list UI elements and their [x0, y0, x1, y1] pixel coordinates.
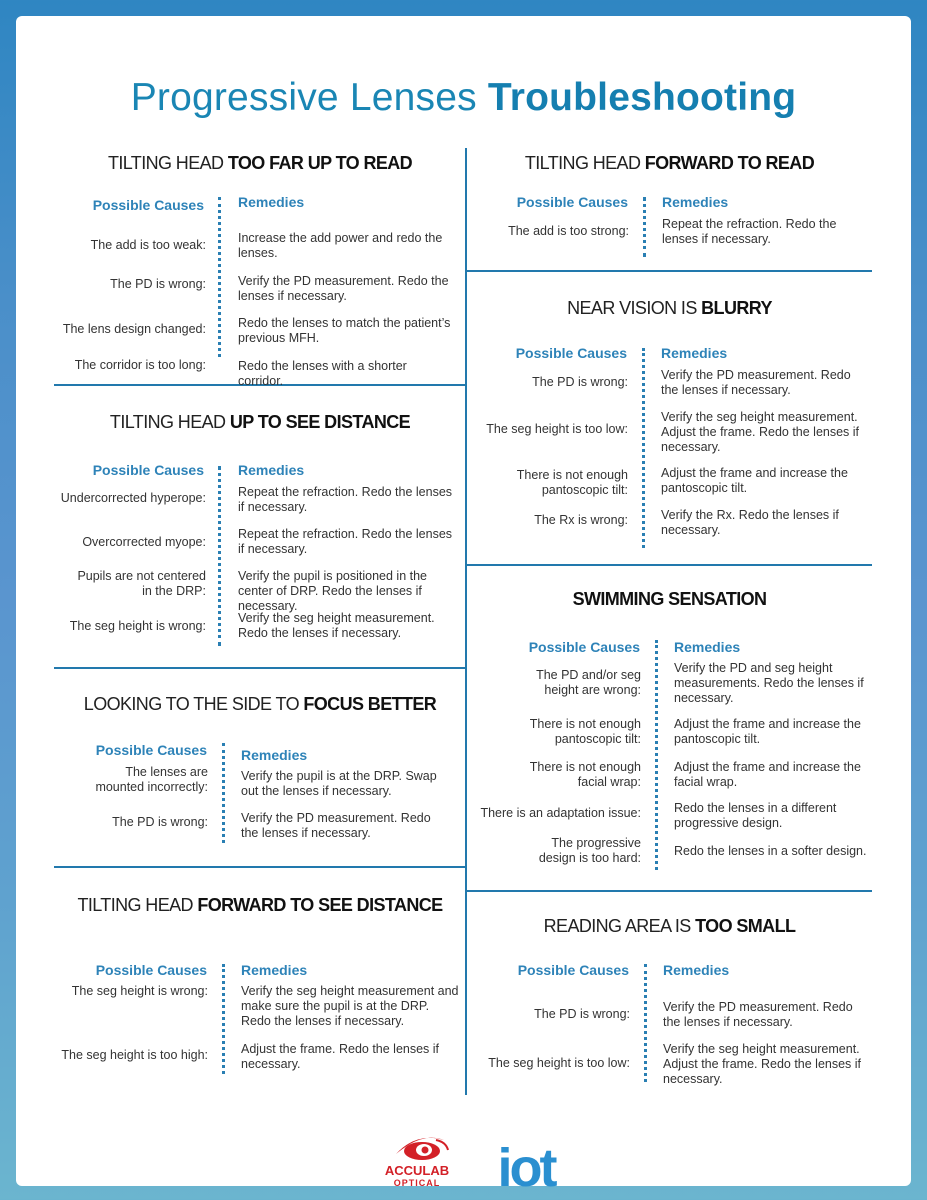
remedy: Verify the seg height measurement and make sure the pupil is at the DRP. Redo the lenses if necessary.	[241, 984, 459, 1028]
cause: The seg height is wrong:	[69, 619, 206, 633]
remedy: Verify the PD measurement. Redo the lenses if necessary.	[663, 1000, 853, 1029]
section-title-light: NEAR VISION IS	[567, 298, 702, 318]
causes-header: Possible Causes	[95, 742, 207, 758]
section-title-light: LOOKING TO THE SIDE TO	[83, 694, 304, 714]
remedies-header: Remedies	[661, 345, 728, 361]
remedies-header: Remedies	[241, 747, 308, 763]
remedy: Verify the PD measurement. Redo the lenses if necessary.	[661, 368, 851, 397]
logo-graphics	[376, 1126, 576, 1196]
section-title	[54, 895, 466, 916]
section-look-to-side	[54, 669, 466, 866]
title-bold: Troubleshooting	[487, 76, 797, 119]
section-title-bold: FOCUS BETTER	[303, 694, 437, 714]
section-title-light: TILTING HEAD	[77, 895, 198, 915]
causes-header: Possible Causes	[95, 962, 207, 978]
causes-header: Possible Causes	[92, 197, 204, 213]
cause: The PD is wrong:	[112, 815, 208, 829]
dotted-divider	[644, 964, 647, 1082]
cause: The lenses are mounted incorrectly:	[95, 765, 208, 794]
section-title	[467, 298, 872, 319]
section-title-bold: FORWARD TO SEE DISTANCE	[197, 895, 443, 915]
causes-header: Possible Causes	[515, 345, 627, 361]
cause: There is not enough facial wrap:	[529, 760, 641, 789]
remedy: Redo the lenses with a shorter corridor.	[238, 359, 407, 388]
cause: There is not enough pantoscopic tilt:	[529, 717, 641, 746]
cause: The lens design changed:	[62, 322, 206, 336]
section-title-light: TILTING HEAD	[109, 412, 230, 432]
section-title-bold: UP TO SEE DISTANCE	[229, 412, 411, 432]
section-title-bold: SWIMMING SENSATION	[572, 589, 767, 609]
cause: The PD and/or seg height are wrong:	[536, 668, 641, 697]
remedy: Verify the seg height measurement. Adjust the frame. Redo the lenses if necessary.	[661, 410, 860, 454]
dotted-divider	[642, 348, 645, 548]
section-title	[467, 153, 872, 174]
dotted-divider	[218, 466, 221, 646]
cause: The add is too strong:	[508, 224, 629, 238]
section-title-bold: TOO FAR UP TO READ	[227, 153, 413, 173]
causes-header: Possible Causes	[516, 194, 628, 210]
dotted-divider	[222, 743, 225, 843]
causes-header: Possible Causes	[92, 462, 204, 478]
remedy: Verify the pupil is at the DRP. Swap out the lenses if necessary.	[241, 769, 437, 798]
section-near-vision-blurry	[467, 272, 872, 564]
remedies-header: Remedies	[238, 462, 305, 478]
cause: The seg height is too high:	[61, 1048, 208, 1062]
cause: There is not enough pantoscopic tilt:	[516, 468, 628, 497]
section-title-light: READING AREA IS	[543, 916, 696, 936]
cause: The seg height is too low:	[488, 1056, 630, 1070]
remedy: Adjust the frame and increase the facial wrap.	[674, 760, 861, 789]
section-reading-area-too-small	[467, 892, 872, 1098]
cause: The progressive design is too hard:	[538, 836, 641, 865]
dotted-divider	[222, 964, 225, 1074]
remedies-header: Remedies	[238, 194, 305, 210]
remedy: Repeat the refraction. Redo the lenses if necessary.	[238, 485, 453, 514]
cause: Overcorrected myope:	[82, 535, 206, 549]
cause: The seg height is wrong:	[71, 984, 208, 998]
remedy: Verify the seg height measurement. Redo the lenses if necessary.	[238, 611, 435, 640]
section-title-bold: BLURRY	[701, 298, 772, 318]
remedy: Redo the lenses to match the patient’s previous MFH.	[238, 316, 451, 345]
remedy: Repeat the refraction. Redo the lenses if necessary.	[238, 527, 453, 556]
cause: The PD is wrong:	[532, 375, 628, 389]
section-title	[54, 694, 466, 715]
cause: Undercorrected hyperope:	[60, 491, 206, 505]
remedy: Verify the PD measurement. Redo the lenses if necessary.	[241, 811, 431, 840]
remedy: Adjust the frame. Redo the lenses if necessary.	[241, 1042, 440, 1071]
page-title	[16, 76, 911, 120]
remedy: Verify the pupil is positioned in the center of DRP. Redo the lenses if necessary.	[238, 569, 428, 613]
remedies-header: Remedies	[241, 962, 308, 978]
cause: The seg height is too low:	[486, 422, 628, 436]
dotted-divider	[643, 197, 646, 257]
remedy: Adjust the frame and increase the pantoscopic tilt.	[674, 717, 861, 746]
section-title-light: TILTING HEAD	[524, 153, 645, 173]
cause: There is an adaptation issue:	[480, 806, 641, 820]
section-title-bold: FORWARD TO READ	[644, 153, 815, 173]
section-title	[54, 412, 466, 433]
section-title	[54, 153, 466, 174]
remedy: Redo the lenses in a different progressive design.	[674, 801, 837, 830]
remedy: Repeat the refraction. Redo the lenses if necessary.	[662, 217, 837, 246]
acculab-wordmark: ACCULAB	[384, 1163, 450, 1178]
section-forward-to-read	[467, 151, 872, 270]
cause: The PD is wrong:	[534, 1007, 630, 1021]
remedy: Adjust the frame and increase the pantoscopic tilt.	[661, 466, 848, 495]
section-swimming-sensation	[467, 566, 872, 890]
dotted-divider	[218, 197, 221, 357]
cause: Pupils are not centered in the DRP:	[77, 569, 206, 598]
cause: The Rx is wrong:	[534, 513, 628, 527]
acculab-eye-logo	[396, 1138, 448, 1160]
section-title	[467, 589, 872, 610]
remedy: Verify the Rx. Redo the lenses if necessary.	[661, 508, 839, 537]
remedies-header: Remedies	[662, 194, 729, 210]
section-title-bold: TOO SMALL	[695, 916, 796, 936]
section-up-to-see-distance	[54, 386, 466, 667]
section-title-light: TILTING HEAD	[107, 153, 228, 173]
cause: The PD is wrong:	[110, 277, 206, 291]
section-too-far-up-to-read	[54, 151, 466, 388]
iot-logo: iot	[497, 1138, 555, 1196]
title-light: Progressive Lenses	[130, 76, 477, 119]
dotted-divider	[655, 640, 658, 870]
footer-logos	[376, 1126, 576, 1196]
causes-header: Possible Causes	[528, 639, 640, 655]
cause: The corridor is too long:	[74, 358, 206, 372]
remedies-header: Remedies	[663, 962, 730, 978]
remedy: Verify the seg height measurement. Adjust the frame. Redo the lenses if necessary.	[663, 1042, 862, 1086]
remedy: Increase the add power and redo the lenses.	[238, 231, 443, 260]
section-title	[467, 916, 872, 937]
cause: The add is too weak:	[90, 238, 206, 252]
section-forward-to-see-distance	[54, 868, 466, 1098]
remedies-header: Remedies	[674, 639, 741, 655]
remedy: Verify the PD measurement. Redo the lenses if necessary.	[238, 274, 449, 303]
remedy: Redo the lenses in a softer design.	[674, 844, 867, 858]
poster-card	[16, 16, 911, 1196]
acculab-subtitle: OPTICAL	[393, 1178, 441, 1188]
remedy: Verify the PD and seg height measurements. Redo the lenses if necessary.	[674, 661, 864, 705]
causes-header: Possible Causes	[517, 962, 629, 978]
